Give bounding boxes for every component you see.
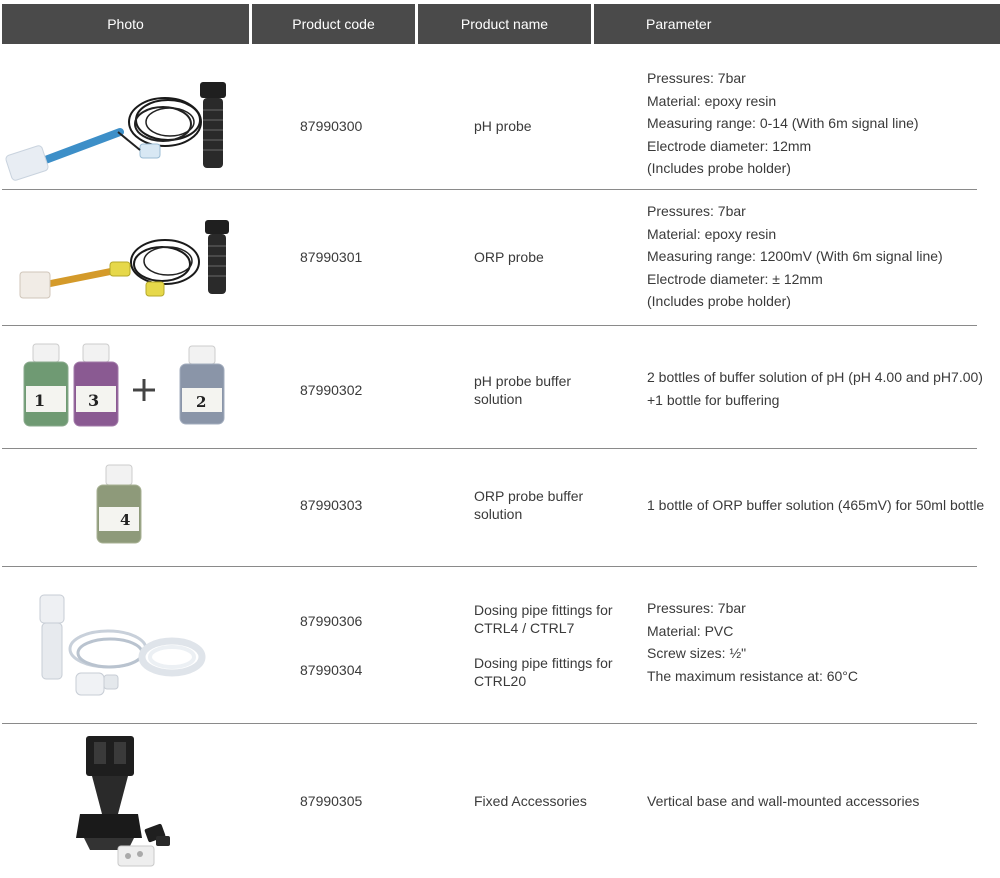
parameter-list xyxy=(647,366,997,411)
product-name: pH probe xyxy=(474,118,532,134)
orp-buffer-bottle-photo xyxy=(0,463,250,547)
parameter-line: Material: epoxy resin xyxy=(647,92,777,109)
parameter-line: Electrode diameter: 12mm xyxy=(647,137,812,154)
product-name-line: Dosing pipe fittings for xyxy=(474,655,613,671)
parameter-line: (Includes probe holder) xyxy=(647,293,791,309)
parameter-list xyxy=(647,200,997,313)
header-photo: Photo xyxy=(2,4,249,44)
product-code: 87990302 xyxy=(300,382,363,398)
product-name-line: solution xyxy=(474,391,523,407)
parameter-list xyxy=(647,494,997,517)
parameter-line: The maximum resistance at: 60°C xyxy=(647,667,859,684)
orp-probe-photo xyxy=(0,212,250,312)
parameter-line: Material: PVC xyxy=(647,622,734,639)
header-product-code: Product code xyxy=(252,4,415,44)
header-parameter: Parameter xyxy=(594,4,1000,44)
parameter-line: Electrode diameter: ± 12mm xyxy=(647,270,823,287)
parameter-line: 1 bottle of ORP buffer solution (465mV) for 50ml bottle xyxy=(647,497,985,513)
parameter-line: Screw sizes: ½" xyxy=(647,645,747,661)
parameter-line: 2 bottles of buffer solution of pH (pH 4.00 and pH7.00) xyxy=(647,369,983,385)
product-code: 87990301 xyxy=(300,249,363,265)
parameter-line: Pressures: 7bar xyxy=(647,70,746,86)
product-name-line: CTRL20 xyxy=(474,673,527,689)
parameter-line: (Includes probe holder) xyxy=(647,160,791,176)
product-name xyxy=(474,654,624,690)
product-name-line: CTRL4 / CTRL7 xyxy=(474,620,575,636)
product-name xyxy=(474,372,624,408)
table-row xyxy=(0,44,1000,190)
table-row xyxy=(0,567,1000,723)
bottle-label-1: 1 xyxy=(34,391,46,410)
parameter-line: Measuring range: 1200mV (With 6m signal line) xyxy=(647,248,943,264)
table-header xyxy=(2,4,1000,44)
dosing-pipe-fittings-photo xyxy=(0,587,250,707)
parameter-line: Measuring range: 0-14 (With 6m signal line) xyxy=(647,115,919,131)
product-name: Fixed Accessories xyxy=(474,793,587,809)
table-row xyxy=(0,724,1000,878)
parameter-line: Pressures: 7bar xyxy=(647,203,746,219)
product-name-line: solution xyxy=(474,506,523,522)
parameter-line: Pressures: 7bar xyxy=(647,600,746,616)
table-row xyxy=(0,190,1000,325)
parameter-list xyxy=(647,67,997,180)
parameter-list xyxy=(647,790,997,813)
product-name xyxy=(474,601,624,637)
product-name xyxy=(474,487,624,523)
table-row xyxy=(0,326,1000,448)
parameter-line: Vertical base and wall-mounted accessories xyxy=(647,793,920,809)
header-product-name: Product name xyxy=(418,4,591,44)
parameter-line: Material: epoxy resin xyxy=(647,225,777,242)
bottle-label-3: 3 xyxy=(88,391,100,410)
table-row xyxy=(0,449,1000,566)
product-code: 87990300 xyxy=(300,118,363,134)
bottle-label-2: 2 xyxy=(196,393,207,411)
product-code: 87990303 xyxy=(300,497,363,513)
ph-buffer-bottles-photo xyxy=(0,342,250,432)
product-name-line: Dosing pipe fittings for xyxy=(474,602,613,618)
parameter-line: +1 bottle for buffering xyxy=(647,391,780,408)
product-code: 87990304 xyxy=(300,662,363,678)
parameter-list xyxy=(647,597,997,687)
product-code: 87990306 xyxy=(300,613,363,629)
bottle-label-4: 4 xyxy=(120,511,131,529)
product-name-line: ORP probe buffer xyxy=(474,488,584,504)
product-code: 87990305 xyxy=(300,793,363,809)
fixed-accessories-photo xyxy=(0,734,250,874)
product-name: ORP probe xyxy=(474,249,544,265)
product-name-line: pH probe buffer xyxy=(474,373,572,389)
ph-probe-photo xyxy=(0,62,250,182)
